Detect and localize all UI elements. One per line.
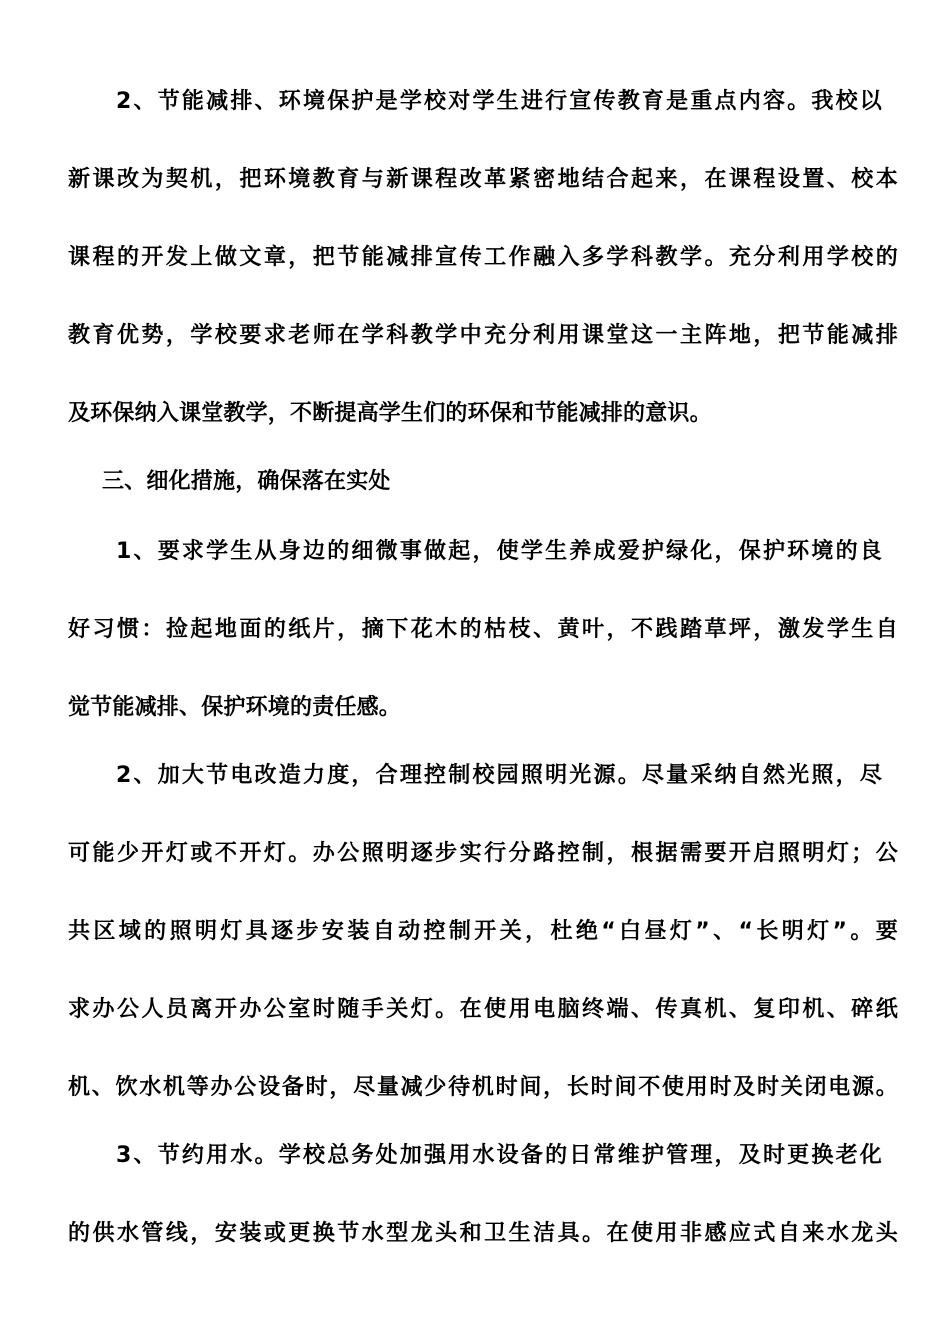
paragraph-2-line-2: 新课改为契机，把环境教育与新课程改革紧密地结合起来，在课程设置、校本 <box>68 167 898 192</box>
paragraph-2-line-5: 及环保纳入课堂教学，不断提高学生们的环保和节能减排的意识。 <box>68 401 712 426</box>
section-heading-3: 三、细化措施，确保落在实处 <box>102 469 391 494</box>
item-1-line-2: 好习惯：捡起地面的纸片，摘下花木的枯枝、黄叶，不践踏草坪，激发学生自 <box>68 617 898 642</box>
paragraph-2-line-1: 2、节能减排、环境保护是学校对学生进行宣传教育是重点内容。我校以 <box>116 89 882 114</box>
item-2-line-3: 共区域的照明灯具逐步安装自动控制开关，杜绝“白昼灯”、“长明灯”。要 <box>68 919 898 944</box>
item-1-line-1: 1、要求学生从身边的细微事做起，使学生养成爱护绿化，保护环境的良 <box>116 539 882 564</box>
paragraph-2-line-4: 教育优势，学校要求老师在学科教学中充分利用课堂这一主阵地，把节能减排 <box>68 323 898 348</box>
paragraph-2-line-3: 课程的开发上做文章，把节能减排宣传工作融入多学科教学。充分利用学校的 <box>68 245 898 270</box>
item-2-line-2: 可能少开灯或不开灯。办公照明逐步实行分路控制，根据需要开启照明灯；公 <box>68 841 898 866</box>
item-3-line-1: 3、节约用水。学校总务处加强用水设备的日常维护管理，及时更换老化 <box>116 1143 882 1168</box>
item-2-line-5: 机、饮水机等办公设备时，尽量减少待机时间，长时间不使用时及时关闭电源。 <box>68 1075 898 1100</box>
item-3-line-2: 的供水管线，安装或更换节水型龙头和卫生洁具。在使用非感应式自来水龙头 <box>68 1221 898 1246</box>
item-2-line-1: 2、加大节电改造力度，合理控制校园照明光源。尽量采纳自然光照，尽 <box>116 763 882 788</box>
item-1-line-3: 觉节能减排、保护环境的责任感。 <box>68 695 402 720</box>
item-2-line-4: 求办公人员离开办公室时随手关灯。在使用电脑终端、传真机、复印机、碎纸 <box>68 997 898 1022</box>
